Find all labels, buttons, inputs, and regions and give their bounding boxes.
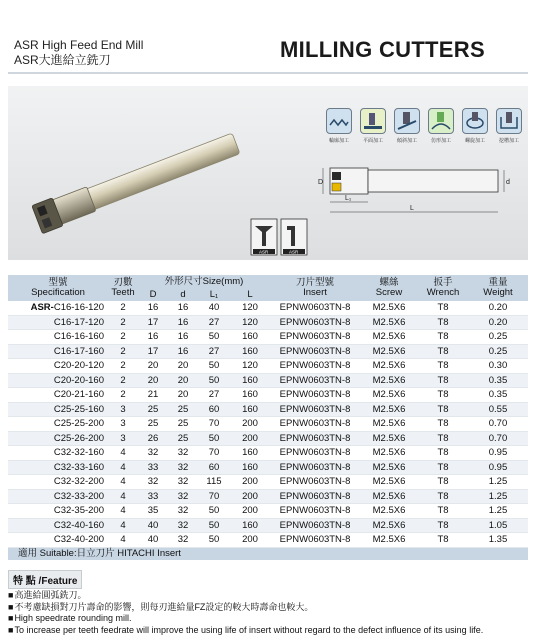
cell-teeth: 2 [108, 344, 138, 359]
technical-drawing [318, 158, 518, 218]
cell-screw: M2.5X6 [360, 373, 418, 388]
cell-wrench: T8 [418, 446, 468, 461]
cell-d: 17 [138, 344, 168, 359]
table-row [8, 402, 528, 417]
wrench-label: ASR [289, 249, 299, 255]
cell-weight: 0.35 [468, 373, 528, 388]
cell-spec [8, 475, 108, 490]
cell-l: 160 [230, 388, 270, 403]
cell-l1: 60 [198, 402, 230, 417]
cell-wrench: T8 [418, 330, 468, 345]
cell-insert: EPNW0603TN-8 [270, 518, 360, 533]
cell-insert: EPNW0603TN-8 [270, 373, 360, 388]
cell-l1: 50 [198, 373, 230, 388]
cell-teeth: 2 [108, 373, 138, 388]
cell-teeth: 3 [108, 431, 138, 446]
table-row [8, 417, 528, 432]
cell-screw: M2.5X6 [360, 431, 418, 446]
cell-teeth: 2 [108, 359, 138, 374]
cell-d: 33 [138, 460, 168, 475]
cell-l1: 50 [198, 330, 230, 345]
table-row [8, 373, 528, 388]
cell-d: 32 [138, 446, 168, 461]
cell-screw: M2.5X6 [360, 417, 418, 432]
cell-l: 200 [230, 475, 270, 490]
cell-screw: M2.5X6 [360, 533, 418, 548]
cell-l: 120 [230, 301, 270, 315]
spec-code: C16-17-120 [53, 316, 104, 328]
spec-prefix: ASR- [30, 302, 54, 313]
wrench-icon [281, 219, 307, 255]
cell-teeth: 3 [108, 402, 138, 417]
table-row [8, 533, 528, 548]
product-title-zh: ASR大進給立銑刀 [14, 53, 111, 67]
cell-insert: EPNW0603TN-8 [270, 402, 360, 417]
cell-l: 120 [230, 315, 270, 330]
cell-insert: EPNW0603TN-8 [270, 315, 360, 330]
cell-l: 160 [230, 460, 270, 475]
product-title [14, 38, 143, 68]
spec-code: C16-17-160 [53, 345, 104, 357]
table-row [8, 315, 528, 330]
cell-wrench: T8 [418, 518, 468, 533]
table-row [8, 489, 528, 504]
dim-d-label: d [506, 179, 510, 186]
cell-d: 25 [168, 417, 198, 432]
cell-d: 20 [138, 373, 168, 388]
cell-l: 200 [230, 431, 270, 446]
cell-d: 25 [168, 431, 198, 446]
col-screw-header: 螺絲 Screw [360, 275, 418, 301]
table-row [8, 431, 528, 446]
cell-spec [8, 417, 108, 432]
col-spec-header: 型號 Specification [8, 275, 108, 301]
cell-l: 160 [230, 344, 270, 359]
product-title-en: ASR High Feed End Mill [14, 38, 144, 52]
spec-code: C16-16-120 [53, 302, 104, 313]
cell-teeth: 2 [108, 301, 138, 315]
cell-screw: M2.5X6 [360, 330, 418, 345]
cell-wrench: T8 [418, 504, 468, 519]
cell-l1: 70 [198, 446, 230, 461]
category-title: MILLING CUTTERS [280, 37, 485, 62]
cell-d: 32 [168, 475, 198, 490]
spec-table [8, 275, 528, 560]
cell-wrench: T8 [418, 373, 468, 388]
spec-code: C25-25-160 [53, 403, 104, 415]
cell-l1: 40 [198, 301, 230, 315]
table-row [8, 344, 528, 359]
cell-d: 17 [138, 315, 168, 330]
cell-spec [8, 315, 108, 330]
cell-weight: 0.95 [468, 460, 528, 475]
cell-d: 33 [138, 489, 168, 504]
cell-insert: EPNW0603TN-8 [270, 460, 360, 475]
col-size-header: 外形尺寸Size(mm) [138, 275, 270, 288]
col-L1-header: L₁ [198, 288, 230, 301]
cell-spec [8, 533, 108, 548]
op-label: 挖槽加工 [498, 138, 519, 144]
cell-wrench: T8 [418, 431, 468, 446]
feature-list [8, 590, 483, 636]
cell-l: 200 [230, 417, 270, 432]
cell-insert: EPNW0603TN-8 [270, 431, 360, 446]
cell-l1: 50 [198, 533, 230, 548]
cell-teeth: 4 [108, 489, 138, 504]
cell-d: 40 [138, 518, 168, 533]
col-d-header: d [168, 288, 198, 301]
cell-l1: 60 [198, 460, 230, 475]
cell-l1: 70 [198, 417, 230, 432]
cell-spec [8, 402, 108, 417]
cell-l1: 27 [198, 315, 230, 330]
cell-spec [8, 489, 108, 504]
cell-teeth: 4 [108, 475, 138, 490]
cell-l1: 27 [198, 344, 230, 359]
cell-l1: 50 [198, 504, 230, 519]
table-row [8, 460, 528, 475]
cell-wrench: T8 [418, 301, 468, 315]
cell-wrench: T8 [418, 460, 468, 475]
ramping-icon [394, 108, 420, 148]
cell-insert: EPNW0603TN-8 [270, 301, 360, 315]
cell-insert: EPNW0603TN-8 [270, 504, 360, 519]
table-row [8, 518, 528, 533]
spec-code: C32-32-160 [53, 447, 104, 458]
cell-d: 32 [168, 504, 198, 519]
cell-weight: 0.35 [468, 388, 528, 403]
spec-table-body [8, 301, 528, 547]
spec-code: C32-32-200 [53, 476, 104, 487]
cell-d: 16 [168, 301, 198, 315]
spec-code: C20-20-160 [53, 374, 104, 386]
cell-teeth: 2 [108, 315, 138, 330]
cell-screw: M2.5X6 [360, 475, 418, 490]
cell-spec [8, 446, 108, 461]
cell-teeth: 4 [108, 533, 138, 548]
cell-weight: 1.35 [468, 533, 528, 548]
table-row [8, 504, 528, 519]
spec-code: C20-20-120 [53, 360, 104, 371]
cell-d: 32 [168, 533, 198, 548]
cell-insert: EPNW0603TN-8 [270, 344, 360, 359]
spec-code: C25-25-200 [53, 418, 104, 429]
cell-teeth: 4 [108, 504, 138, 519]
cell-l: 160 [230, 518, 270, 533]
cell-screw: M2.5X6 [360, 504, 418, 519]
cell-l: 200 [230, 504, 270, 519]
cell-l1: 50 [198, 518, 230, 533]
helical-milling-icon [462, 108, 488, 148]
header-divider [8, 72, 528, 74]
cell-d: 25 [138, 402, 168, 417]
spec-code: C32-40-200 [53, 534, 104, 545]
cell-screw: M2.5X6 [360, 489, 418, 504]
cell-d: 32 [168, 489, 198, 504]
cell-spec [8, 431, 108, 446]
cell-weight: 0.30 [468, 359, 528, 374]
cell-teeth: 2 [108, 388, 138, 403]
cell-screw: M2.5X6 [360, 359, 418, 374]
screw-label: ASR [259, 249, 269, 255]
cell-wrench: T8 [418, 489, 468, 504]
cell-insert: EPNW0603TN-8 [270, 533, 360, 548]
accessory-icons [250, 218, 310, 258]
feature-item: ■ To increase per teeth feedrate will improve the using life of insert without regard to the defect influence of its using life. [8, 625, 483, 637]
cell-screw: M2.5X6 [360, 402, 418, 417]
profile-milling-icon [428, 108, 454, 148]
cell-insert: EPNW0603TN-8 [270, 446, 360, 461]
cell-wrench: T8 [418, 359, 468, 374]
cell-l: 120 [230, 359, 270, 374]
cell-d: 32 [138, 475, 168, 490]
cell-teeth: 2 [108, 330, 138, 345]
cell-l1: 115 [198, 475, 230, 490]
cell-teeth: 4 [108, 446, 138, 461]
cell-spec [8, 518, 108, 533]
operation-icons [326, 108, 522, 148]
spec-code: C32-35-200 [53, 505, 104, 516]
cell-l: 160 [230, 446, 270, 461]
op-label: 輪廓加工 [328, 138, 349, 144]
cell-d: 32 [168, 460, 198, 475]
cell-teeth: 4 [108, 518, 138, 533]
cell-l1: 27 [198, 388, 230, 403]
cell-screw: M2.5X6 [360, 344, 418, 359]
feature-item: ■ High speedrate rounding mill. [8, 613, 483, 625]
cell-weight: 0.20 [468, 315, 528, 330]
table-row [8, 446, 528, 461]
cell-screw: M2.5X6 [360, 446, 418, 461]
col-insert-header: 刀片型號 Insert [270, 275, 360, 301]
cell-weight: 0.70 [468, 417, 528, 432]
cell-insert: EPNW0603TN-8 [270, 417, 360, 432]
col-weight-header: 重量 Weight [468, 275, 528, 301]
spec-code: C20-21-160 [53, 389, 104, 400]
cell-screw: M2.5X6 [360, 460, 418, 475]
cell-screw: M2.5X6 [360, 315, 418, 330]
cell-screw: M2.5X6 [360, 388, 418, 403]
cell-d: 25 [138, 417, 168, 432]
cell-d: 20 [168, 359, 198, 374]
col-wrench-header: 扳手 Wrench [418, 275, 468, 301]
plane-milling-icon [360, 108, 386, 148]
cell-wrench: T8 [418, 344, 468, 359]
feature-item: ■ 不考慮缺損對刀片壽命的影響，則每刃進給量FZ設定的較大時壽命也較大。 [8, 602, 483, 614]
cell-l1: 50 [198, 431, 230, 446]
cell-wrench: T8 [418, 417, 468, 432]
cell-spec [8, 460, 108, 475]
cell-insert: EPNW0603TN-8 [270, 330, 360, 345]
cell-insert: EPNW0603TN-8 [270, 475, 360, 490]
cell-weight: 0.20 [468, 301, 528, 315]
cell-d: 16 [168, 344, 198, 359]
cell-insert: EPNW0603TN-8 [270, 489, 360, 504]
cell-d: 32 [168, 518, 198, 533]
cell-l: 160 [230, 402, 270, 417]
cell-insert: EPNW0603TN-8 [270, 388, 360, 403]
spec-code: C32-40-160 [53, 519, 104, 531]
cell-weight: 0.25 [468, 330, 528, 345]
table-footer-note: 適用 Suitable:日立刀片 HITACHI Insert [8, 547, 528, 560]
cell-l: 160 [230, 330, 270, 345]
col-teeth-header: 刃數 Teeth [108, 275, 138, 301]
screw-icon [251, 219, 277, 255]
cell-spec [8, 388, 108, 403]
op-label: 螺旋加工 [464, 138, 485, 144]
col-L-header: L [230, 288, 270, 301]
dim-D-label: D [318, 179, 324, 186]
op-label: 平面加工 [362, 138, 383, 144]
cell-weight: 0.95 [468, 446, 528, 461]
cell-d: 16 [138, 330, 168, 345]
feature-title: 特 點 /Feature [8, 570, 82, 589]
cell-screw: M2.5X6 [360, 518, 418, 533]
cell-wrench: T8 [418, 533, 468, 548]
cell-wrench: T8 [418, 315, 468, 330]
cell-d: 26 [138, 431, 168, 446]
cell-d: 16 [138, 301, 168, 315]
cell-spec [8, 504, 108, 519]
cell-insert: EPNW0603TN-8 [270, 359, 360, 374]
cell-d: 32 [168, 446, 198, 461]
cell-weight: 1.25 [468, 504, 528, 519]
cell-l: 200 [230, 489, 270, 504]
cell-weight: 0.55 [468, 402, 528, 417]
table-row [8, 301, 528, 315]
cell-d: 16 [168, 330, 198, 345]
face-milling-icon [326, 108, 352, 148]
op-label: 傾斜加工 [396, 138, 417, 144]
table-row [8, 475, 528, 490]
table-row [8, 388, 528, 403]
cell-spec [8, 330, 108, 345]
cell-d: 20 [168, 388, 198, 403]
cell-wrench: T8 [418, 402, 468, 417]
cell-l: 160 [230, 373, 270, 388]
cell-d: 40 [138, 533, 168, 548]
end-mill-photo-icon [8, 86, 268, 256]
cell-screw: M2.5X6 [360, 301, 418, 315]
cell-d: 20 [168, 373, 198, 388]
cell-teeth: 3 [108, 417, 138, 432]
cell-weight: 1.25 [468, 475, 528, 490]
op-label: 仿形加工 [430, 138, 451, 144]
spec-code: C25-26-200 [53, 432, 104, 444]
cell-weight: 0.70 [468, 431, 528, 446]
cell-spec [8, 373, 108, 388]
cell-l1: 70 [198, 489, 230, 504]
dim-L-label: L [410, 205, 414, 212]
cell-d: 21 [138, 388, 168, 403]
cell-d: 16 [168, 315, 198, 330]
cell-spec [8, 344, 108, 359]
col-D-header: D [138, 288, 168, 301]
spec-code: C32-33-160 [53, 461, 104, 473]
table-row [8, 330, 528, 345]
table-row [8, 359, 528, 374]
feature-item: ■ 高進給圓弧銑刀。 [8, 590, 483, 602]
cell-d: 25 [168, 402, 198, 417]
spec-code: C32-33-200 [53, 490, 104, 502]
cell-wrench: T8 [418, 388, 468, 403]
cell-spec [8, 301, 108, 315]
pocketing-icon [496, 108, 522, 148]
cell-d: 35 [138, 504, 168, 519]
cell-spec [8, 359, 108, 374]
dim-L1-label: L₁ [345, 195, 352, 202]
cell-weight: 1.25 [468, 489, 528, 504]
cell-l1: 50 [198, 359, 230, 374]
cell-d: 20 [138, 359, 168, 374]
cell-l: 200 [230, 533, 270, 548]
cell-weight: 1.05 [468, 518, 528, 533]
cell-wrench: T8 [418, 475, 468, 490]
cell-teeth: 4 [108, 460, 138, 475]
cell-weight: 0.25 [468, 344, 528, 359]
spec-code: C16-16-160 [53, 331, 104, 342]
